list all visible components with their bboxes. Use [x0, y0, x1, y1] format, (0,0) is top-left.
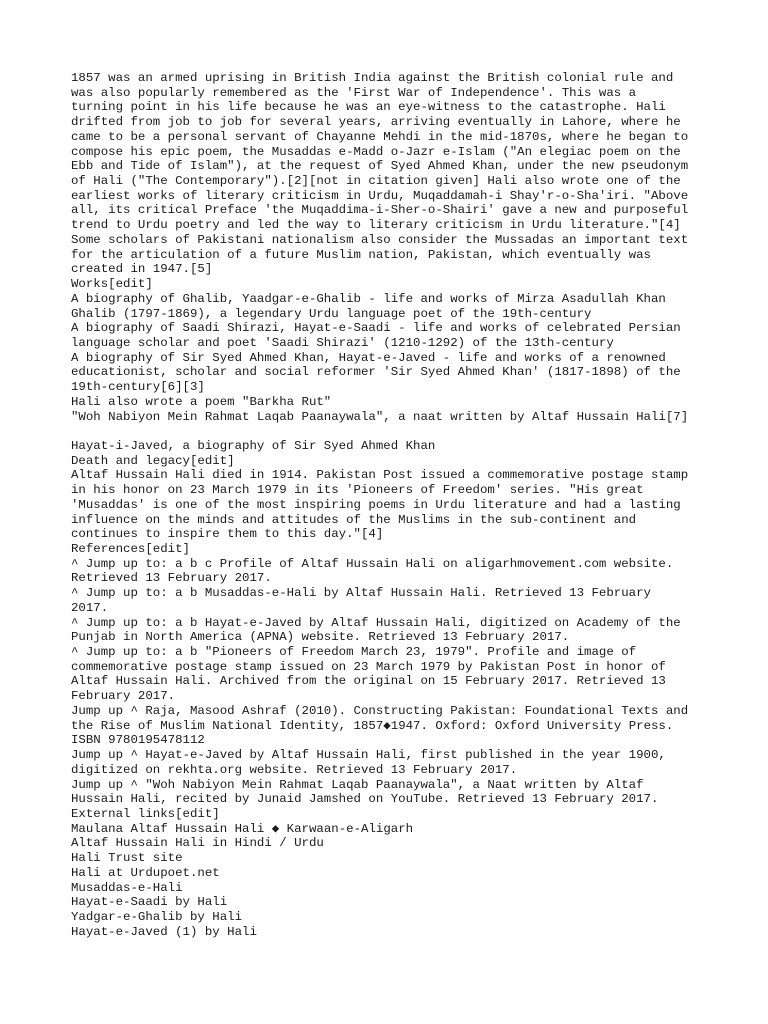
external-link-item: Hali at Urdupoet.net — [71, 865, 220, 880]
text-line: was also popularly remembered as the 'First War of Independence'. This was a — [71, 85, 637, 100]
external-link-item: Hayat-e-Saadi by Hali — [71, 895, 228, 910]
reference-line: ^ Jump up to: a b Musaddas-e-Hali by Altaf Hussain Hali. Retrieved 13 February — [71, 586, 651, 601]
text-line: all, its critical Preface 'the Muqaddima-i-Sher-o-Shairi' gave a new and purposeful — [71, 203, 689, 218]
text-line: influence on the minds and attitudes of the Muslims in the sub-continent and — [71, 512, 637, 527]
text-line: 19th-century[6][3] — [71, 380, 205, 395]
reference-line: the Rise of Muslim National Identity, 1857◆1947. Oxford: Oxford University Press. — [71, 718, 674, 733]
text-line: in his honor on 23 March 1979 in its 'Pioneers of Freedom' series. "His great — [71, 483, 644, 498]
text-line: A biography of Saadi Shirazi, Hayat-e-Saadi - life and works of celebrated Persian — [71, 321, 681, 336]
text-line: language scholar and poet 'Saadi Shirazi' (1210-1292) of the 13th-century — [71, 335, 614, 350]
text-line: 1857 was an armed uprising in British India against the British colonial rule and — [71, 71, 674, 85]
reference-line: Jump up ^ Hayat-e-Javed by Altaf Hussain Hali, first published in the year 1900, — [71, 748, 666, 763]
text-line: A biography of Sir Syed Ahmed Khan, Hayat-e-Javed - life and works of a renowned — [71, 350, 666, 365]
text-line: Altaf Hussain Hali died in 1914. Pakistan Post issued a commemorative postage stamp — [71, 468, 689, 483]
reference-line: 2017. — [71, 600, 109, 615]
external-link-item: Musaddas-e-Hali — [71, 880, 183, 895]
external-link-item: Yadgar-e-Ghalib by Hali — [71, 909, 243, 924]
reference-line: Hussain Hali, recited by Junaid Jamshed on YouTube. Retrieved 13 February 2017. — [71, 792, 659, 807]
text-line: for the articulation of a future Muslim nation, Pakistan, which eventually was — [71, 247, 651, 262]
text-line: Hayat-i-Javed, a biography of Sir Syed Ahmed Khan — [71, 438, 436, 453]
reference-line: Jump up ^ Raja, Masood Ashraf (2010). Constructing Pakistan: Foundational Texts and — [71, 703, 689, 718]
reference-line: Punjab in North America (APNA) website. Retrieved 13 February 2017. — [71, 630, 570, 645]
text-line: Ebb and Tide of Islam"), at the request of Syed Ahmed Khan, under the new pseudonym — [71, 159, 689, 174]
text-line: trend to Urdu poetry and led the way to literary criticism in Urdu literature."[4] — [71, 218, 681, 233]
text-line: of Hali ("The Contemporary").[2][not in citation given] Hali also wrote one of the — [71, 174, 681, 189]
text-line: Hali also wrote a poem "Barkha Rut" — [71, 394, 332, 409]
text-line: Some scholars of Pakistani nationalism also consider the Mussadas an important text — [71, 232, 689, 247]
reference-line: Altaf Hussain Hali. Archived from the original on 15 February 2017. Retrieved 13 — [71, 674, 666, 689]
external-link-item — [71, 939, 711, 954]
text-line: "Woh Nabiyon Mein Rahmat Laqab Paanaywala", a naat written by Altaf Hussain Hali[7] — [71, 409, 689, 424]
section-heading-references: References[edit] — [71, 542, 190, 556]
blank-line — [71, 424, 711, 439]
reference-line: Retrieved 13 February 2017. — [71, 571, 272, 586]
text-line: created in 1947.[5] — [71, 262, 213, 277]
external-link-item: Hali Trust site — [71, 851, 183, 866]
section-heading-death-and-legacy: Death and legacy[edit] — [71, 453, 235, 468]
reference-line: February 2017. — [71, 689, 176, 704]
text-line: educationist, scholar and social reformer 'Sir Syed Ahmed Khan' (1817-1898) of the — [71, 365, 681, 380]
reference-line: ^ Jump up to: a b Hayat-e-Javed by Altaf Hussain Hali, digitized on Academy of the — [71, 615, 681, 630]
text-line: compose his epic poem, the Musaddas e-Madd o-Jazr e-Islam ("An elegiac poem on the — [71, 144, 681, 159]
text-line: earliest works of literary criticism in Urdu, Muqaddamah-i Shay'r-o-Sha'iri. "Above — [71, 188, 689, 203]
reference-line: Jump up ^ "Woh Nabiyon Mein Rahmat Laqab Paanaywala", a Naat written by Altaf — [71, 777, 644, 792]
text-line: A biography of Ghalib, Yaadgar-e-Ghalib - life and works of Mirza Asadullah Khan — [71, 291, 666, 306]
section-heading-works: Works[edit] — [71, 277, 153, 292]
reference-line: commemorative postage stamp issued on 23 March 1979 by Pakistan Post in honor of — [71, 659, 666, 674]
text-line: came to be a personal servant of Chayanne Mehdi in the mid-1870s, where he began to — [71, 129, 689, 144]
reference-line: External links[edit] — [71, 806, 220, 821]
external-link-item: Hayat-e-Javed (1) by Hali — [71, 924, 257, 939]
external-link-item: Altaf Hussain Hali in Hindi / Urdu — [71, 836, 324, 851]
reference-line: ISBN 9780195478112 — [71, 733, 205, 748]
text-line: 'Musaddas' is one of the most inspiring poems in Urdu literature and had a lasting — [71, 497, 681, 512]
reference-line: ^ Jump up to: a b c Profile of Altaf Hussain Hali on aligarhmovement.com website. — [71, 556, 674, 571]
text-line: drifted from job to job for several years, arriving eventually in Lahore, where he — [71, 115, 681, 130]
section-heading-external-links: Maulana Altaf Hussain Hali ◆ Karwaan-e-Aligarh — [71, 821, 414, 836]
document-body — [71, 71, 711, 954]
text-line: turning point in his life because he was an eye-witness to the catastrophe. Hali — [71, 100, 666, 115]
text-line: continues to inspire them to this day."[4] — [71, 527, 384, 542]
reference-line: ^ Jump up to: a b "Pioneers of Freedom March 23, 1979". Profile and image of — [71, 645, 637, 660]
text-line: Ghalib (1797-1869), a legendary Urdu language poet of the 19th-century — [71, 306, 592, 321]
reference-line: digitized on rekhta.org website. Retrieved 13 February 2017. — [71, 762, 518, 777]
